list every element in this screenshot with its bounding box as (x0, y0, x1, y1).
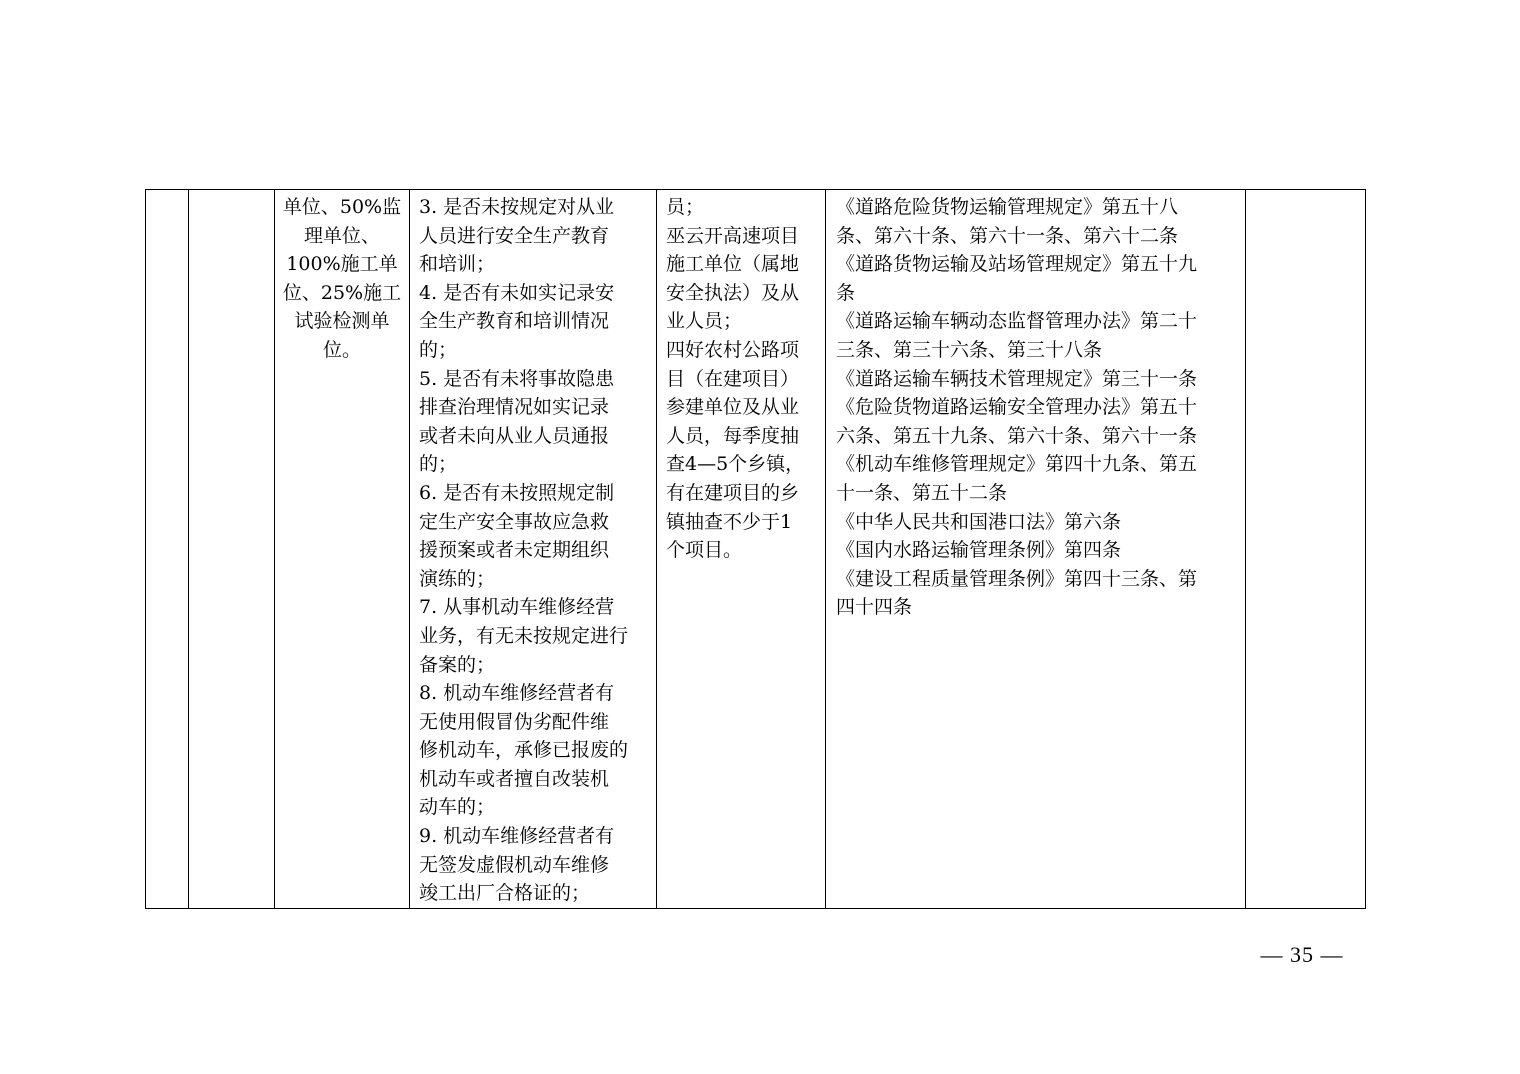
text-line: 目（在建项目） (666, 367, 800, 390)
text-line: 100%施工单 (286, 253, 398, 276)
text-line: 条、第六十条、第六十一条、第六十二条 (836, 224, 1179, 247)
text-line: 业务，有无未按规定进行 (419, 624, 629, 647)
text-line: 《国内水路运输管理条例》第四条 (836, 539, 1122, 562)
text-line: 修机动车，承修已报废的 (419, 739, 629, 762)
text-line: 5. 是否有未将事故隐患 (419, 367, 615, 390)
text-line: 的； (419, 453, 458, 476)
text-line: 条 (836, 281, 856, 304)
cell-inspection-scope (275, 190, 410, 909)
text-line: 4. 是否有未如实记录安 (419, 281, 615, 304)
cell-col-2 (189, 190, 275, 909)
cell-legal-basis (826, 190, 1246, 909)
text-line: 全生产教育和培训情况 (419, 310, 610, 333)
text-line: 十一条、第五十二条 (836, 481, 1008, 504)
text-line: 无签发虚假机动车维修 (419, 853, 610, 876)
text-line: 试验检测单 (294, 310, 390, 333)
cell-col-1 (146, 190, 189, 909)
text-line: 《道路危险货物运输管理规定》第五十八 (836, 196, 1179, 218)
text-line: 四好农村公路项 (666, 338, 800, 361)
text-line: 施工单位（属地 (666, 253, 800, 276)
text-line: 三条、第三十六条、第三十八条 (836, 338, 1103, 361)
text-line: 理单位、 (303, 224, 380, 247)
text-line: 6. 是否有未按照规定制 (419, 481, 615, 504)
text-line: 7. 从事机动车维修经营 (419, 596, 615, 619)
text-line: 演练的； (419, 567, 496, 590)
text-line: 镇抽查不少于1 (666, 510, 793, 533)
text-line: 援预案或者未定期组织 (419, 539, 610, 562)
text-line: 《危险货物道路运输安全管理办法》第五十 (836, 396, 1198, 419)
text-line: 8. 机动车维修经营者有 (419, 682, 615, 705)
text-line: 机动车或者擅自改装机 (419, 767, 610, 790)
text-line: 位。 (322, 338, 361, 361)
text-line: 员； (666, 196, 705, 218)
text-line: 《道路运输车辆动态监督管理办法》第二十 (836, 310, 1198, 333)
text-line: 六条、第五十九条、第六十条、第六十一条 (836, 424, 1198, 447)
table-row (146, 190, 1366, 909)
text-line: 参建单位及从业 (666, 396, 800, 419)
text-line: 人员，每季度抽 (666, 424, 800, 447)
text-line: 四十四条 (836, 596, 913, 619)
text-line: 查4—5个乡镇， (666, 453, 805, 476)
text-line: 的； (419, 338, 458, 361)
text-line: 3. 是否未按规定对从业 (419, 196, 615, 218)
text-line: 安全执法）及从 (666, 281, 800, 304)
text-line: 单位、50%监 (282, 196, 402, 218)
text-line: 《中华人民共和国港口法》第六条 (836, 510, 1122, 533)
text-line: 竣工出厂合格证的； (419, 882, 591, 905)
text-line: 《建设工程质量管理条例》第四十三条、第 (836, 567, 1198, 590)
text-line: 动车的； (419, 796, 496, 819)
text-line: 无使用假冒伪劣配件维 (419, 710, 610, 733)
regulation-table (145, 189, 1366, 909)
page-number: — 35 — (1260, 942, 1344, 967)
cell-inspection-targets (657, 190, 826, 909)
text-line: 《道路货物运输及站场管理规定》第五十九 (836, 253, 1198, 276)
cell-col-7 (1246, 190, 1366, 909)
text-line: 定生产安全事故应急救 (419, 510, 610, 533)
text-line: 《机动车维修管理规定》第四十九条、第五 (836, 453, 1198, 476)
text-line: 巫云开高速项目 (666, 224, 800, 247)
text-line: 备案的； (419, 653, 496, 676)
text-line: 和培训； (419, 253, 496, 276)
text-line: 或者未向从业人员通报 (419, 424, 610, 447)
text-line: 有在建项目的乡 (666, 481, 800, 504)
text-line: 9. 机动车维修经营者有 (419, 825, 615, 848)
text-line: 个项目。 (666, 539, 743, 562)
text-line: 排查治理情况如实记录 (419, 396, 610, 419)
text-line: 位、25%施工 (282, 281, 402, 304)
cell-inspection-items (410, 190, 657, 909)
text-line: 人员进行安全生产教育 (419, 224, 610, 247)
text-line: 业人员； (666, 310, 743, 333)
text-line: 《道路运输车辆技术管理规定》第三十一条 (836, 367, 1198, 390)
